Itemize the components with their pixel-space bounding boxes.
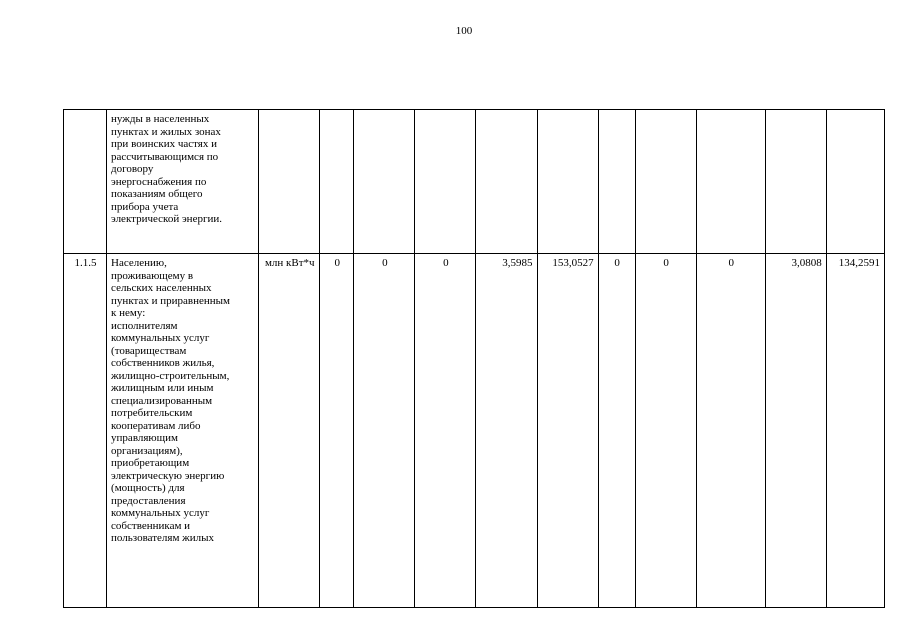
value-cell — [696, 110, 765, 254]
value-cell — [537, 110, 598, 254]
description-line: энергоснабжения по — [111, 175, 207, 188]
value-cell: 0 — [320, 254, 354, 608]
value-cell — [476, 110, 537, 254]
description-line: (мощность) для — [111, 482, 185, 494]
description-line: собственникам и — [111, 519, 191, 532]
description-line: собственников жилья, — [111, 357, 215, 369]
page-number: 100 — [455, 25, 473, 37]
value-cell — [598, 110, 635, 254]
description-line: предоставления — [111, 494, 186, 507]
description-line: жилищным или иным — [111, 382, 214, 394]
description-line: рассчитывающимся по — [111, 150, 219, 163]
description-line: к нему: — [111, 307, 146, 319]
row-unit — [259, 110, 320, 254]
table-row — [64, 254, 885, 608]
description-line: пунктах и приравненным — [111, 294, 230, 307]
value-cell: 134,2591 — [826, 254, 884, 608]
description-line: электрической энергии. — [111, 213, 222, 225]
description-line: показаниям общего — [111, 188, 203, 200]
description-line: прибора учета — [111, 200, 179, 213]
description-line: кооперативам либо — [111, 419, 201, 432]
description-line: приобретающим — [111, 457, 190, 469]
row-description — [107, 110, 259, 254]
description-line: проживающему в — [111, 269, 194, 282]
description-line: Населению, — [111, 257, 167, 269]
description-line: коммунальных услуг — [111, 332, 210, 344]
value-cell — [635, 110, 696, 254]
value-cell: 153,0527 — [537, 254, 598, 608]
value-cell: 0 — [696, 254, 765, 608]
value-cell: 0 — [598, 254, 635, 608]
description-line: специализированным — [111, 394, 213, 407]
description-line: электрическую энергию — [111, 469, 225, 482]
data-table — [63, 109, 885, 608]
description-line: сельских населенных — [111, 282, 212, 294]
row-number: 1.1.5 — [64, 254, 107, 608]
value-cell — [354, 110, 415, 254]
value-cell: 3,5985 — [476, 254, 537, 608]
description-line: коммунальных услуг — [111, 507, 210, 519]
description-line: пользователям жилых — [111, 532, 215, 544]
description-line: при воинских частях и — [111, 138, 217, 150]
description-line: жилищно-строительным, — [111, 369, 230, 382]
row-description — [107, 254, 259, 608]
description-line: организациям), — [111, 444, 183, 457]
description-line: нужды в населенных — [111, 113, 210, 125]
description-line: исполнителям — [111, 319, 178, 332]
value-cell: 0 — [354, 254, 415, 608]
description-line: пунктах и жилых зонах — [111, 125, 221, 138]
description-line: управляющим — [111, 432, 178, 444]
table-row — [64, 110, 885, 254]
description-line: потребительским — [111, 407, 193, 419]
row-unit: млн кВт*ч — [259, 254, 320, 608]
row-number — [64, 110, 107, 254]
description-line: договору — [111, 163, 154, 175]
value-cell — [826, 110, 884, 254]
value-cell: 3,0808 — [765, 254, 826, 608]
value-cell — [320, 110, 354, 254]
value-cell: 0 — [415, 254, 476, 608]
value-cell — [415, 110, 476, 254]
value-cell — [765, 110, 826, 254]
description-line: (товариществам — [111, 344, 187, 357]
value-cell: 0 — [635, 254, 696, 608]
